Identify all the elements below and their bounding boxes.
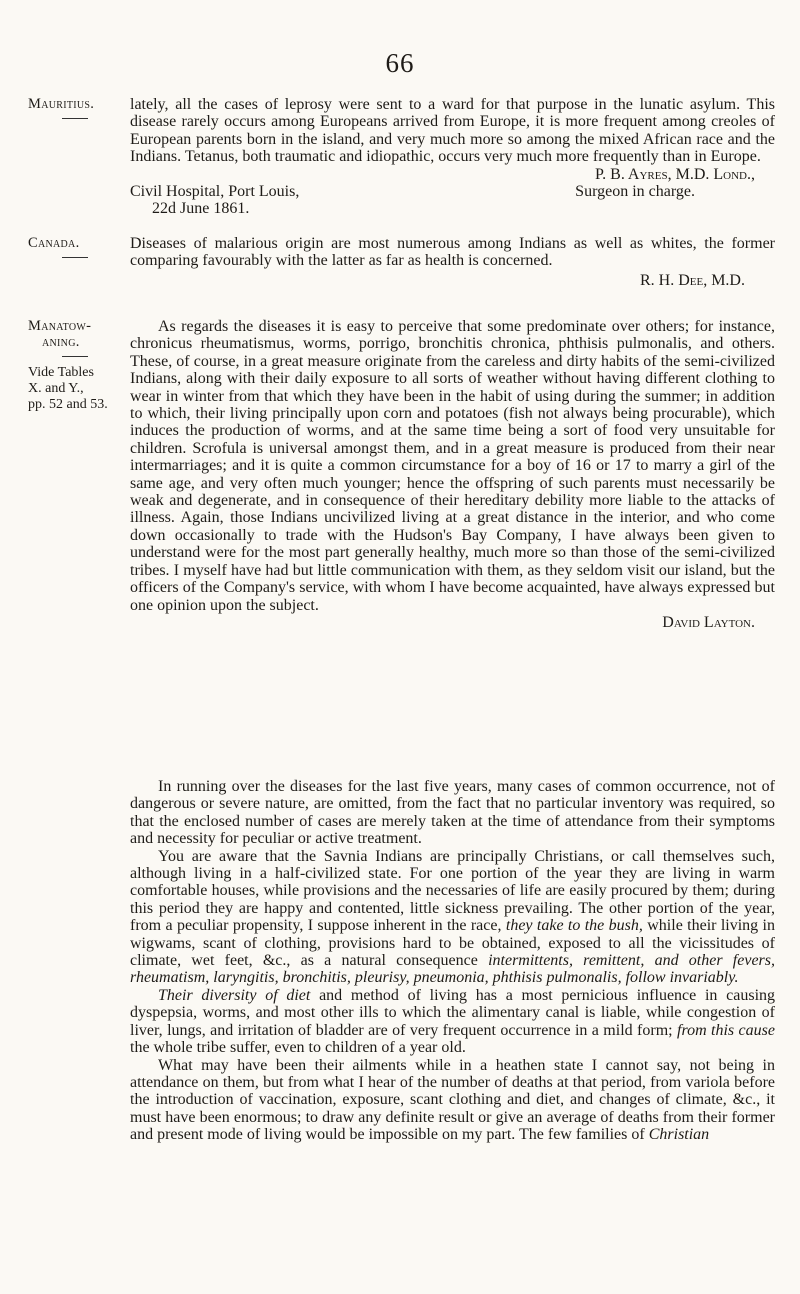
canada-section [130, 235, 775, 289]
mauritius-place-row [130, 183, 775, 200]
report-p3-text-b: and method of living has a most pernicious influence in causing dyspepsia, worms, and most other ills to which the alimentary canal is liable, while congestion of liver, lungs, and irritation of bladder are of very frequent occurrence in a mild form; [130, 986, 776, 1039]
report-p4-text-a: What may have been their ailments while in a heathen state I cannot say, not being in attendance on them, but from what I hear of the number of deaths at that period, from variola before the introduction of vaccination, exposure, scant clothing and diet, and changes of climate, &c., it must have been enormous; to draw any definite result or give an average of deaths from their former and present mode of living would be impossible on my part. The few families of [130, 1056, 775, 1144]
report-p4-emphasis-christian: Christian [648, 1126, 710, 1144]
margin-note-canada [28, 235, 123, 258]
margin-note-manatowaning [28, 318, 123, 413]
report-p3-text-d: the whole tribe suffer, even to children of a year old. [130, 1039, 466, 1057]
manatowaning-section [130, 318, 775, 631]
margin-heading-manatowaning-1: Manatow- [28, 318, 92, 334]
mauritius-date: 22d June 1861. [152, 200, 250, 218]
margin-reference-line-1: Vide Tables [28, 365, 94, 380]
report-p2-text-c: while their living in wigwams, scant of clothing, provisions hard to be obtained, exposed to all the vicissitudes of climate, wet feet, &c., as a natural consequence [130, 917, 776, 970]
report-p3-emphasis-cause: from this cause [677, 1021, 775, 1039]
margin-reference-line-2: X. and Y., [28, 381, 84, 396]
mauritius-role: Surgeon in charge. [575, 183, 695, 201]
report-paragraph-1: In running over the diseases for the last five years, many cases of common occurrence, not of dangerous or severe nature, are omitted, from the fact that no particular inventory was required, so that the enclosed number of cases are merely taken at the time of attendance from their symptoms and necessity for peculiar or active treatment. [130, 778, 775, 848]
report-p2-emphasis-diseases: intermittents, remittent, and other fevers, rheumatism, laryngitis, bronchitis, pleurisy, pneumonia, phthisis pulmonalis, follow invariably. [130, 952, 775, 987]
margin-note-mauritius [28, 96, 123, 119]
report-p2-emphasis-bush: they take to the bush, [505, 917, 643, 935]
mauritius-signature: P. B. Ayres, M.D. Lond., [595, 165, 755, 183]
margin-reference [28, 365, 123, 413]
report-p2-text-a: You are aware that the Savnia Indians are principally Christians, or call themselves such, although living in a half-civilized state. For one portion of the year they are living in warm comfortable houses, while provisions and the necessaries of life are easily procured by them; during this period they are happy and contented, little sickness prevailing. The other portion of the year, from a peculiar propensity, I suppose inherent in the race, [130, 847, 775, 935]
canada-paragraph: Diseases of malarious origin are most numerous among Indians as well as whites, the former comparing favourably with the latter as far as health is concerned. [130, 235, 775, 270]
page-number: 66 [385, 48, 415, 78]
report-section [130, 778, 775, 1144]
report-p3-emphasis-diet: Their diversity of diet [158, 986, 311, 1004]
canada-signature: R. H. Dee, M.D. [639, 271, 745, 289]
margin-divider [62, 118, 88, 119]
manatowaning-paragraph: As regards the diseases it is easy to perceive that some predominate over others; for instance, chronicus rheumatismus, worms, porrigo, bronchitis chronica, phthisis pulmonalis, and others. These, of course, in a great measure originate from the careless and dirty habits of the semi-civilized Indians, along with their daily exposure to all sorts of weather without having different clothing to wear in winter from that which they have been in the habit of using during the summer; in addition to which, their living principally upon corn and potatoes (fish not always being procurable), which induces the production of worms, and at the same time being a sort of food very unsuitable for children. Scrofula is universal amongst them, and in a great measure is produced from their near intermarriages; and it is quite a common circumstance for a boy of 16 or 17 to marry a girl of the same age, and very often much younger; hence the offspring of such parents must necessarily be weak and degenerate, and in consequence of their hereditary debility more liable to the attacks of illness. Again, those Indians uncivilized living at a great distance in the interior, and who come down occasionally to trade with the Hudson's Bay Company, I have always been given to understand were for the most part generally healthy, much more so than those of the semi-civilized tribes. I myself have had but little communication with them, as they seldom visit our island, but the officers of the Company's service, with whom I have become acquainted, have always expressed but one opinion upon the subject. [130, 318, 775, 614]
mauritius-place: Civil Hospital, Port Louis, [130, 183, 300, 201]
report-paragraph-2 [130, 848, 775, 987]
margin-divider [62, 257, 88, 258]
mauritius-paragraph: lately, all the cases of leprosy were sent to a ward for that purpose in the lunatic asylum. This disease rarely occurs among Europeans arrived from Europe, it is more frequent among creoles of European parents born in the island, and very much more so among the mixed African race and the Indians. Tetanus, both traumatic and idiopathic, occurs very much more frequently than in Europe. [130, 96, 775, 166]
report-paragraph-4 [130, 1057, 775, 1144]
margin-divider [62, 356, 88, 357]
margin-heading-canada: Canada. [28, 235, 80, 251]
margin-reference-line-3: pp. 52 and 53. [28, 397, 108, 412]
manatowaning-signature: David Layton. [662, 613, 755, 631]
margin-heading-mauritius: Mauritius. [28, 96, 95, 112]
margin-heading-manatowaning-2: aning. [42, 334, 80, 350]
report-paragraph-3 [130, 987, 775, 1057]
mauritius-section [130, 96, 775, 218]
